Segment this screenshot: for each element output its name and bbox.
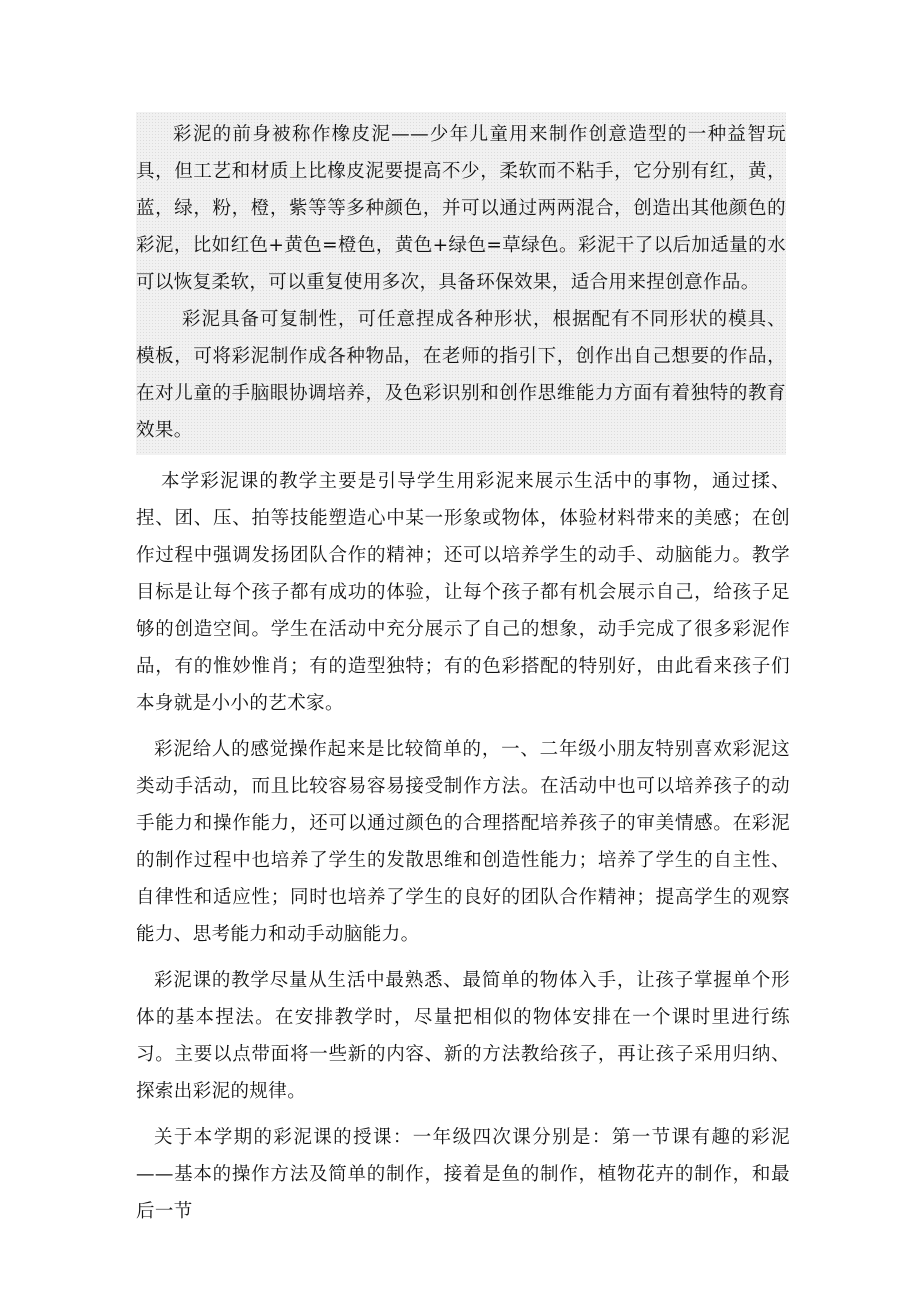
- paragraph-schedule: 关于本学期的彩泥课的授课：一年级四次课分别是：第一节课有趣的彩泥——基本的操作方法及简单的制作，接着是鱼的制作，植物花卉的制作，和最后一节: [136, 1127, 790, 1222]
- paragraph-features: 彩泥具备可复制性，可任意捏成各种形状，根据配有不同形状的模具、模板，可将彩泥制作成各种物品，在老师的指引下，创作出自己想要的作品，在对儿童的手脑眼协调培养，及色彩识别和创作思维能力方面有着独特的教育效果。: [136, 309, 786, 441]
- shaded-intro-block: [136, 112, 786, 455]
- paragraph-benefits: 彩泥给人的感觉操作起来是比较简单的，一、二年级小朋友特别喜欢彩泥这类动手活动，而且比较容易容易接受制作方法。在活动中也可以培养孩子的动手能力和操作能力，还可以通过颜色的合理搭配培养孩子的审美情感。在彩泥的制作过程中也培养了学生的发散思维和创造性能力；培养了学生的自主性、自律性和适应性；同时也培养了学生的良好的团队合作精神；提高学生的观察能力、思考能力和动手动脑能力。: [136, 739, 790, 945]
- document-body: [136, 112, 790, 1239]
- paragraph-teaching-goals: 本学彩泥课的教学主要是引导学生用彩泥来展示生活中的事物，通过揉、捏、团、压、拍等技能塑造心中某一形象或物体，体验材料带来的美感；在创作过程中强调发扬团队合作的精神；还可以培养学生的动手、动脑能力。教学目标是让每个孩子都有成功的体验，让每个孩子都有机会展示自己，给孩子足够的创造空间。学生在活动中充分展示了自己的想象，动手完成了很多彩泥作品，有的惟妙惟肖；有的造型独特；有的色彩搭配的特别好，由此看来孩子们本身就是小小的艺术家。: [136, 471, 790, 714]
- paragraph-method: 彩泥课的教学尽量从生活中最熟悉、最简单的物体入手，让孩子掌握单个形体的基本捏法。在安排教学时，尽量把相似的物体安排在一个课时里进行练习。主要以点带面将一些新的内容、新的方法教给孩子，再让孩子采用归纳、探索出彩泥的规律。: [136, 970, 790, 1102]
- paragraph-intro: 彩泥的前身被称作橡皮泥——少年儿童用来制作创意造型的一种益智玩具，但工艺和材质上比橡皮泥要提高不少，柔软而不粘手，它分别有红，黄，蓝，绿，粉，橙，紫等等多种颜色，并可以通过两两混合，创造出其他颜色的彩泥，比如红色+黄色=橙色，黄色+绿色=草绿色。彩泥干了以后加适量的水可以恢复柔软，可以重复使用多次，具备环保效果，适合用来捏创意作品。: [136, 124, 786, 293]
